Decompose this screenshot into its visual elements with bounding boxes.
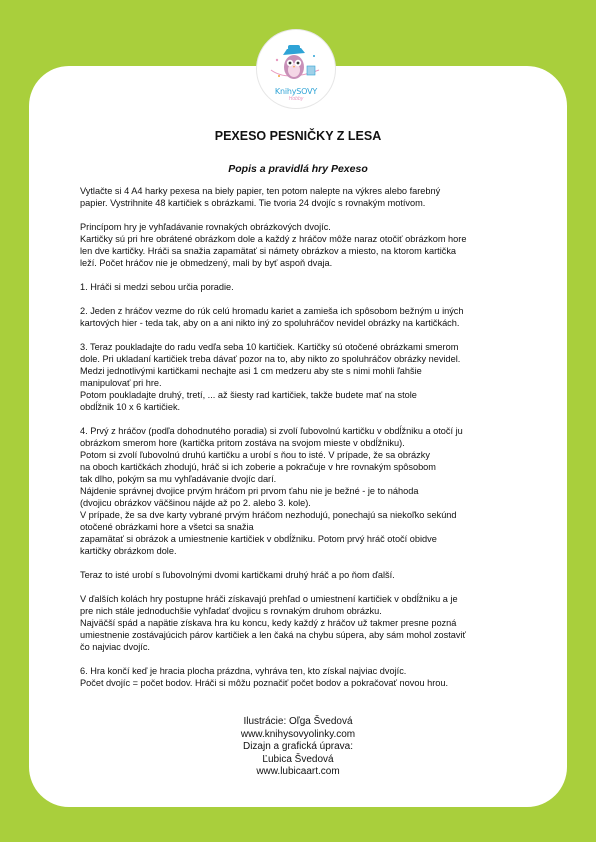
credit-designer-name: Ľubica Švedová bbox=[262, 753, 334, 765]
paragraph-principle: Princípom hry je vyhľadávanie rovnakých obrázkových dvojíc. Kartičky sú pri hre obrátené obrázkom dole a každý z hráčov môže naraz otočiť obrázkom hore len dve kartičky. Hráči sa snažia zapamätať si námety obrázkov a miesto, na ktorom kartička leží. Počet hráčov nie je obmedzený, mali by byť aspoň dvaja. bbox=[80, 222, 467, 268]
paragraph-step-1: 1. Hráči si medzi sebou určia poradie. bbox=[80, 282, 234, 292]
paragraph-step-3: 3. Teraz poukladajte do radu vedľa seba 10 kartičiek. Kartičky sú otočené obrázkami smerom dole. Pri ukladaní kartičiek treba dávať pozor na to, aby nikto zo spoluhráčov obrázky nevidel. Medzi jednotlivými kartičkami nechajte asi 1 cm medzeru aby ste s nimi mohli ľahšie manipulovať pri hre. Potom poukladajte druhý, tretí, ... až šiesty rad kartičiek, takže budete mať na stole obdĺžnik 10 x 6 kartičiek. bbox=[80, 342, 461, 412]
paragraph-step-2: 2. Jeden z hráčov vezme do rúk celú hromadu kariet a zamieša ich spôsobom bežným u iných kartových hier - teda tak, aby on a ani nikto iný zo spoluhráčov nevidel obrázky na kartičkách. bbox=[80, 306, 464, 328]
logo-subtext: Hobby bbox=[288, 96, 304, 102]
rules-text bbox=[80, 185, 520, 701]
paragraph-end: 6. Hra končí keď je hracia plocha prázdna, vyhráva ten, kto získal najviac dvojíc. Počet dvojíc = počet bodov. Hráči si môžu poznačiť počet bodov a pokračovať novou hrou. bbox=[80, 666, 449, 688]
logo-text: KnihySOVY bbox=[274, 87, 318, 96]
credit-design: Dizajn a grafická úprava: bbox=[242, 741, 354, 752]
paragraph-intro: Vytlačte si 4 A4 harky pexesa na biely papier, ten potom nalepte na výkres alebo farebný papier. Vystrihnite 48 kartičiek s obrázkami. Tie tvoria 24 dvojíc s rovnakým motívom. bbox=[80, 186, 441, 208]
credit-link-lubicaart[interactable]: www.lubicaart.com bbox=[256, 766, 340, 777]
paragraph-next-player: Teraz to isté urobí s ľubovolnými dvomi kartičkami druhý hráč a po ňom ďalší. bbox=[80, 570, 395, 580]
paragraph-step-4: 4. Prvý z hráčov (podľa dohodnutého poradia) si zvolí ľubovolnú kartičku v obdĺžniku a otočí ju obrázkom smerom hore (kartička pritom zostáva na svojom mieste v obdĺžniku). Potom si zvolí ľubovolnú druhú kartičku a urobí s ňou to isté. V prípade, že sa obrázky na oboch kartičkách zhodujú, hráč si ich zoberie a pokračuje v hre rovnakým spôsobom tak dlho, pokým sa mu vyhľadávanie dvojíc darí. Nájdenie správnej dvojice prvým hráčom pri prvom ťahu nie je bežné - je to náhoda (dvojicu obrázkov väčšinou nájde až po 2. alebo 3. kole). V prípade, že sa dve karty vybrané prvým hráčom nezhodujú, ponechajú sa niekoľko sekúnd otočené obrázkami hore a všetci sa snažia zapamätať si obrázok a umiestnenie kartičiek v obdĺžniku. Potom prvý hráč otočí obidve kartičky obrázkom dole. bbox=[80, 426, 463, 556]
credit-link-knihysovy[interactable]: www.knihysovyolinky.com bbox=[240, 728, 356, 740]
credit-illustrations: Ilustrácie: Oľga Švedová bbox=[243, 716, 353, 727]
logo bbox=[256, 29, 336, 109]
document-title: PEXESO PESNIČKY Z LESA bbox=[214, 129, 382, 143]
paragraph-later-rounds: V ďalších kolách hry postupne hráči získavajú prehľad o umiestnení kartičiek v obdĺžniku a je pre nich stále jednoduchšie vyhľadať dvojicu s rovnakým druhom obrázku. Najväčší spád a napätie získava hra ku koncu, kedy každý z hráčov už takmer presne pozná umiestnenie zostávajúcich párov kartičiek a len čaká na chybu súpera, aby sám mohol zostaviť čo najviac dvojíc. bbox=[80, 594, 466, 652]
credits bbox=[29, 716, 567, 779]
document-subtitle: Popis a pravidlá hry Pexeso bbox=[228, 163, 368, 175]
